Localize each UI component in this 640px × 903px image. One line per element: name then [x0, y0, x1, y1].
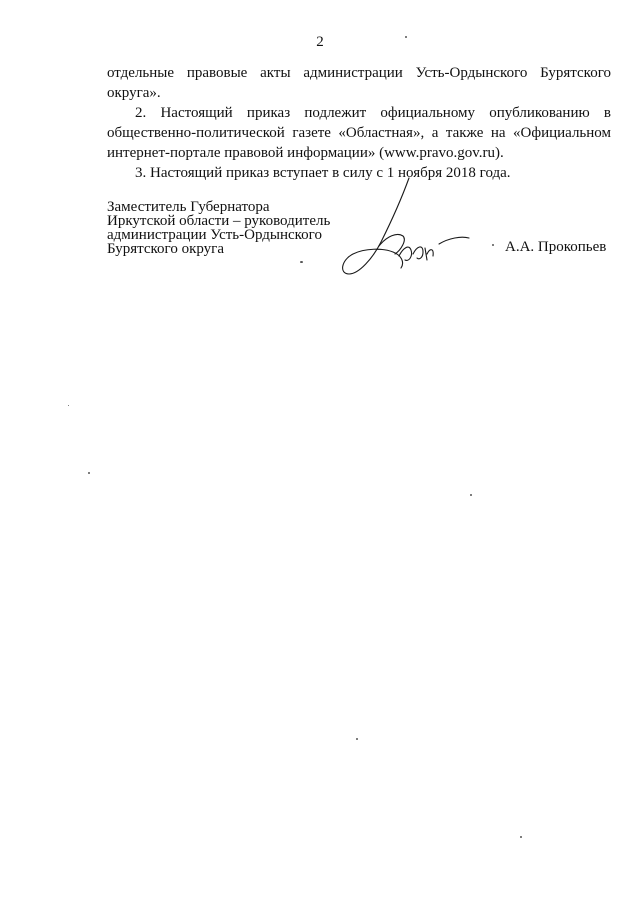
paragraph-effective-date: 3. Настоящий приказ вступает в силу с 1 ноября 2018 года. — [135, 165, 511, 181]
scan-speck — [356, 738, 358, 740]
position-line: Иркутской области – руководитель — [107, 213, 331, 229]
signer-name: А.А. Прокопьев — [505, 239, 607, 255]
scan-speck — [68, 405, 69, 406]
position-line: Заместитель Губернатора — [107, 199, 270, 215]
scan-speck — [405, 36, 407, 38]
scan-speck — [492, 244, 494, 246]
page-number: 2 — [316, 34, 324, 50]
paragraph-publication: 2. Настоящий приказ подлежит официальному опубликованию в общественно-политической газете «Областная», а также на «Официальном интернет-портале правовой информации» (www.pravo.gov.ru). — [107, 105, 611, 161]
paragraph-continuation: отдельные правовые акты администрации Усть-Ордынского Бурятского округа». — [107, 65, 611, 101]
handwritten-signature-icon — [335, 170, 485, 290]
scan-speck — [300, 261, 303, 263]
document-body — [107, 63, 611, 183]
scan-speck — [470, 494, 472, 496]
signatory-position — [107, 200, 330, 256]
position-line: Бурятского округа — [107, 241, 224, 257]
scan-speck — [88, 472, 90, 474]
scan-speck — [520, 836, 522, 838]
position-line: администрации Усть-Ордынского — [107, 227, 322, 243]
